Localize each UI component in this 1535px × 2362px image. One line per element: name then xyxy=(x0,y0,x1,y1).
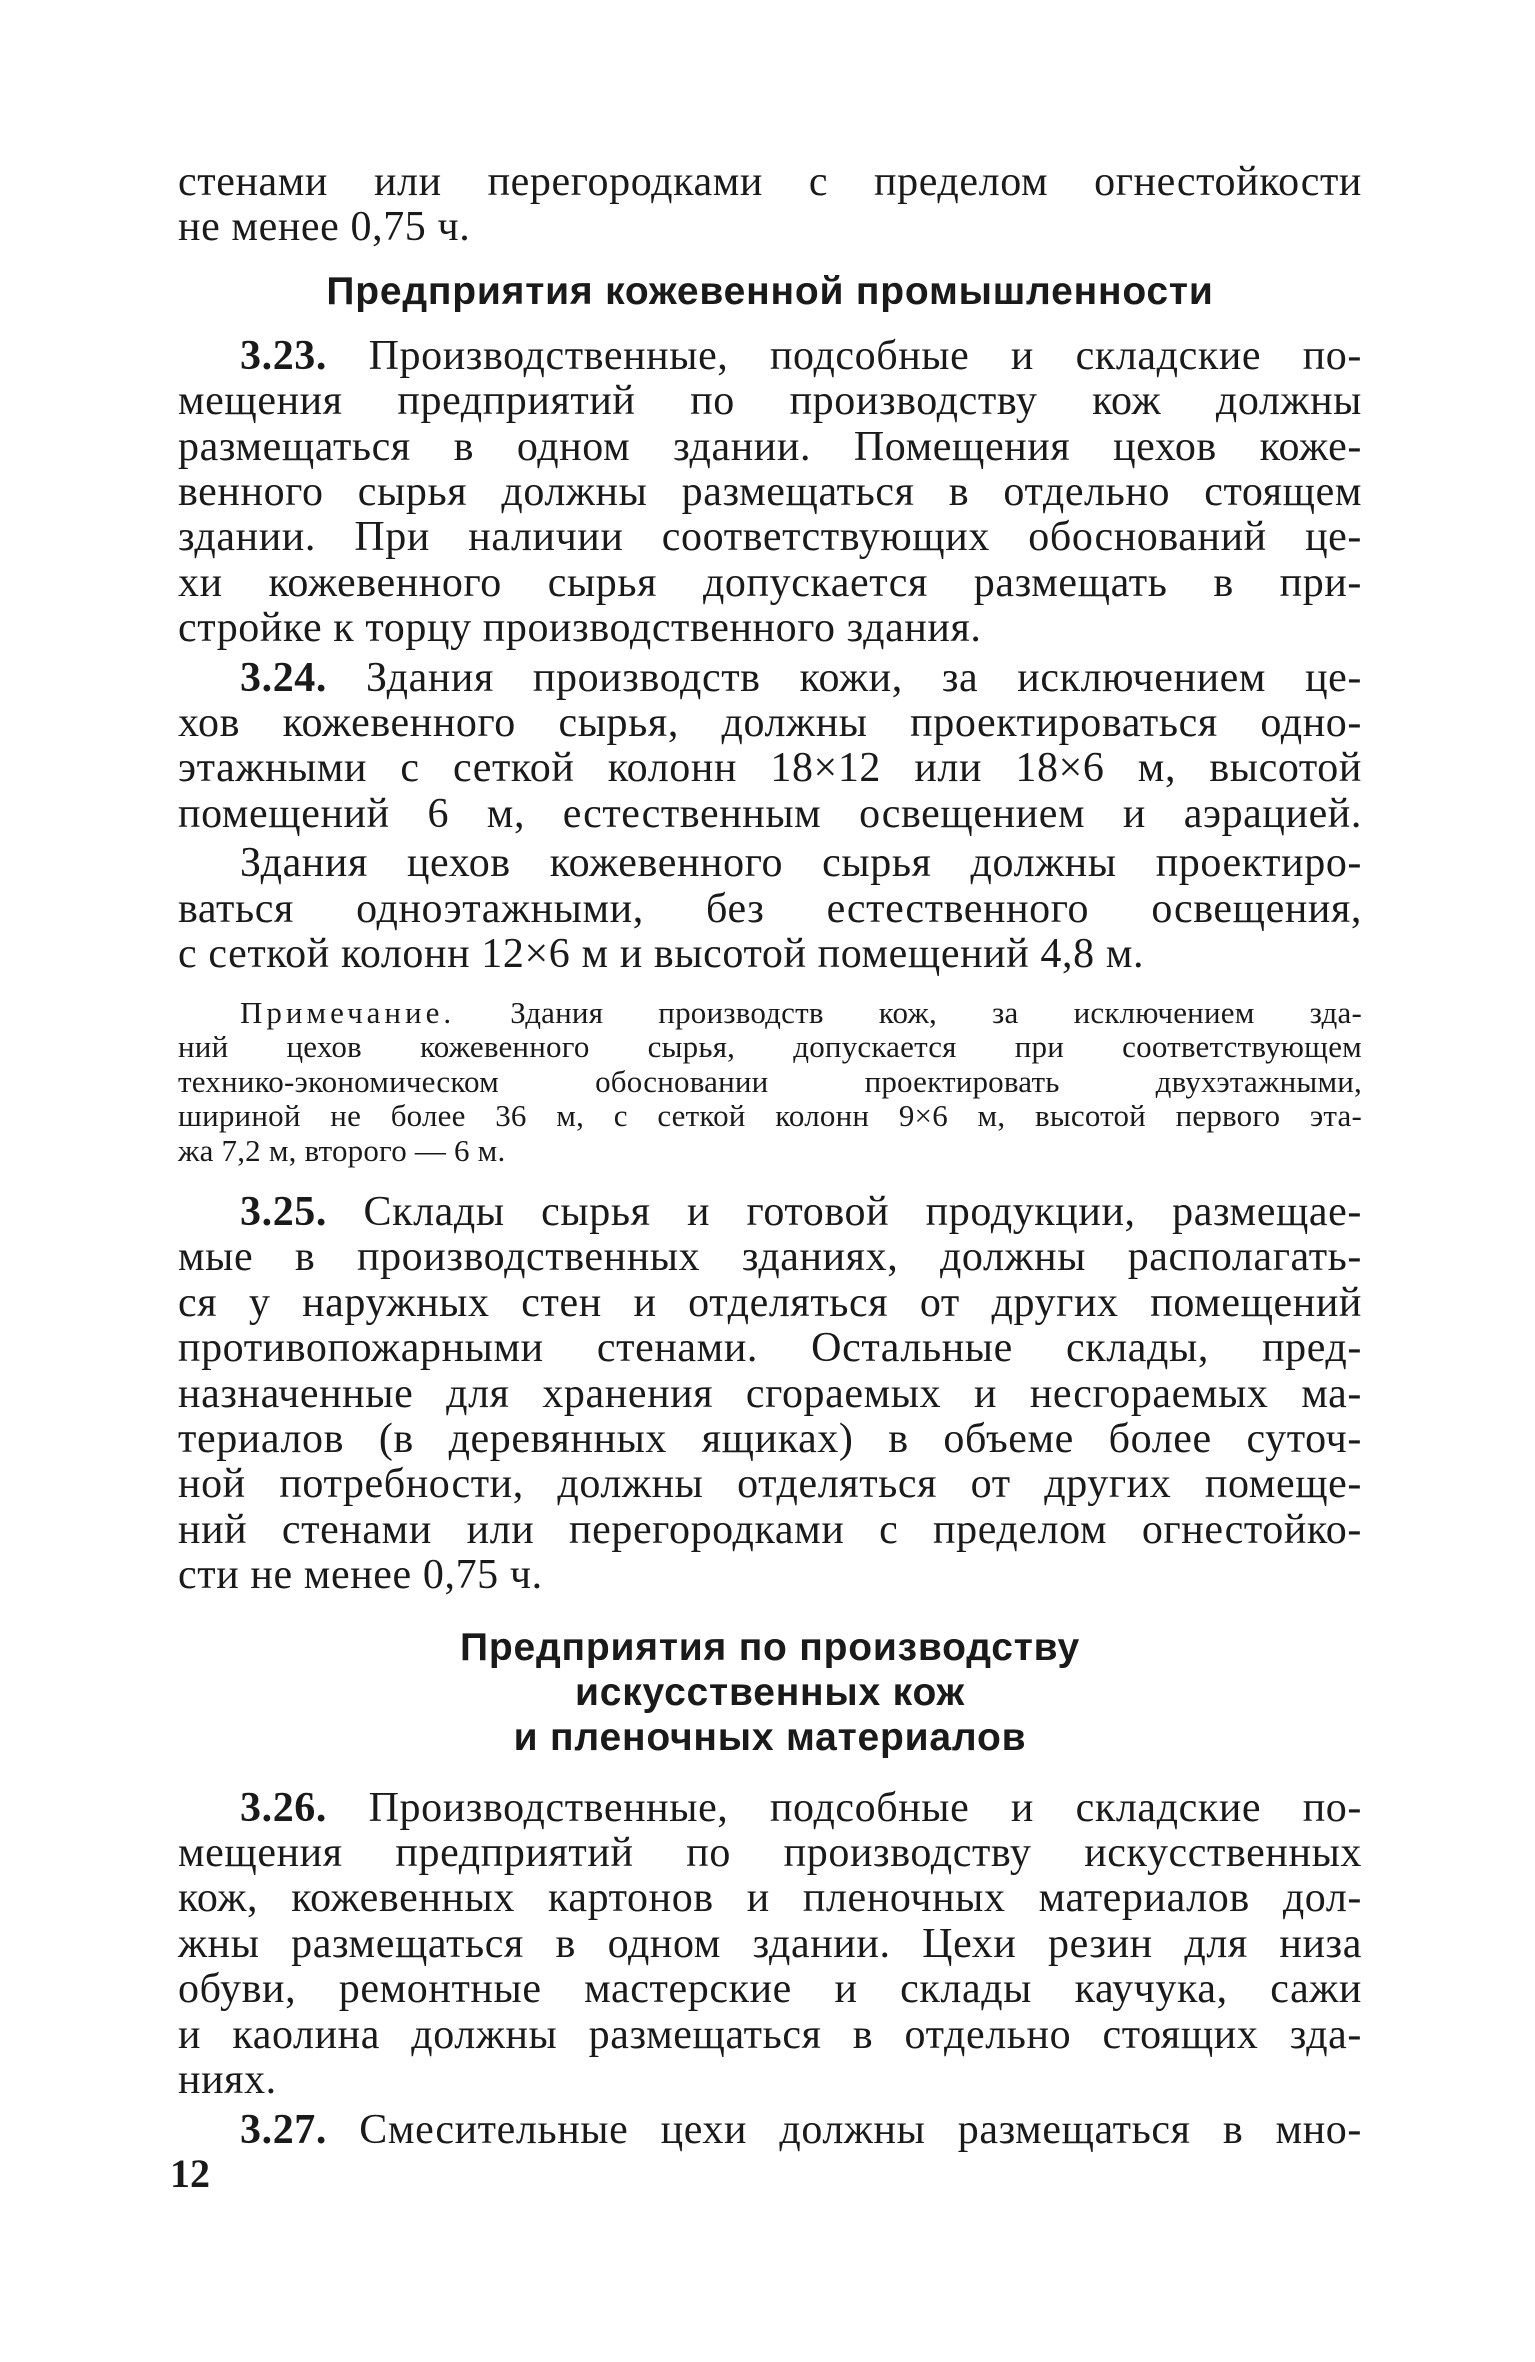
text-line: с сеткой колонн 12×6 м и высотой помещений 4,8 м. xyxy=(178,931,1145,978)
text-line: мещения предприятий по производству искусственных xyxy=(178,1830,1362,1877)
text-line: не менее 0,75 ч. xyxy=(178,204,471,251)
paragraph-3-23 xyxy=(178,334,1362,652)
heading-line: искусственных кож xyxy=(574,1670,966,1714)
text-line: Производственные, подсобные и складские по- xyxy=(327,332,1362,379)
page-number: 12 xyxy=(170,2151,210,2196)
text-line: териалов (в деревянных ящиках) в объеме более суточ- xyxy=(178,1416,1362,1463)
text-line: Склады сырья и готовой продукции, размещае- xyxy=(327,1189,1362,1235)
text-line: мые в производственных зданиях, должны располагать- xyxy=(178,1234,1362,1281)
paragraph-3-24 xyxy=(178,656,1362,838)
text-line: помещений 6 м, естественным освещением и аэрацией. xyxy=(178,790,1362,837)
text-line: хи кожевенного сырья допускается размещать в при- xyxy=(178,559,1362,606)
text-line: ся у наружных стен и отделяться от других помещений xyxy=(178,1279,1362,1326)
text-line: Производственные, подсобные и складские по- xyxy=(327,1784,1362,1831)
section-heading-leather: Предприятия кожевенной промышленности xyxy=(326,269,1214,313)
text-line: Здания цехов кожевенного сырья должны проектиро- xyxy=(240,840,1362,887)
text-line: стройке к торцу производственного здания. xyxy=(178,605,982,652)
text-line: обуви, ремонтные мастерские и склады каучука, сажи xyxy=(178,1966,1362,2013)
paragraph-number: 3.24. xyxy=(240,654,327,701)
text-line: жны размещаться в одном здании. Цехи резин для низа xyxy=(178,1920,1362,1967)
paragraph-3-27 xyxy=(178,2108,1362,2153)
text-line: противопожарными стенами. Остальные склады, пред- xyxy=(178,1325,1362,1372)
paragraph-number: 3.25. xyxy=(240,1189,327,1235)
text-line: и каолина должны размещаться в отдельно стоящих зда- xyxy=(178,2011,1362,2058)
text-line: стенами или перегородками с пределом огнестойкости xyxy=(178,159,1362,205)
text-line: этажными с сеткой колонн 18×12 или 18×6 м, высотой xyxy=(178,745,1362,792)
paragraph-number: 3.26. xyxy=(240,1784,327,1831)
text-line: здании. При наличии соответствующих обоснований це- xyxy=(178,514,1362,561)
text-line: хов кожевенного сырья, должны проектироваться одно- xyxy=(178,700,1362,747)
intro-paragraph xyxy=(178,160,1362,251)
paragraph-3-25 xyxy=(178,1190,1362,1599)
text-line: ной потребности, должны отделяться от других помеще- xyxy=(178,1461,1362,1508)
text-line: Здания производств кож, за исключением зда- xyxy=(455,994,1362,1030)
note-block xyxy=(178,996,1362,1169)
text-line: ваться одноэтажными, без естественного освещения, xyxy=(178,885,1362,932)
section-heading-artificial-leather xyxy=(178,1625,1362,1760)
text-line: кож, кожевенных картонов и пленочных материалов дол- xyxy=(178,1875,1362,1922)
note-label: Примечание. xyxy=(240,994,456,1030)
paragraph-3-26 xyxy=(178,1786,1362,2104)
text-line: ний цехов кожевенного сырья, допускается при соответствующем xyxy=(178,1029,1362,1064)
text-line: Здания производств кожи, за исключением це- xyxy=(327,654,1362,701)
text-line: сти не менее 0,75 ч. xyxy=(178,1552,543,1599)
text-line: жа 7,2 м, второго — 6 м. xyxy=(178,1132,506,1168)
text-line: технико-экономическом обосновании проектировать двухэтажными, xyxy=(178,1063,1362,1099)
heading-line: Предприятия по производству xyxy=(460,1625,1080,1669)
text-line: размещаться в одном здании. Помещения цехов коже- xyxy=(178,423,1362,470)
text-line: ниях. xyxy=(178,2057,277,2104)
text-line: назначенные для хранения сгораемых и несгораемых ма- xyxy=(178,1370,1362,1417)
heading-line: и пленочных материалов xyxy=(513,1715,1027,1759)
paragraph-3-24-continued xyxy=(178,841,1362,977)
text-line: шириной не более 36 м, с сеткой колонн 9×6 м, высотой первого эта- xyxy=(178,1098,1362,1133)
document-page xyxy=(178,160,1362,2153)
text-line: венного сырья должны размещаться в отдельно стоящем xyxy=(178,469,1362,516)
text-line: Смесительные цехи должны размещаться в мно- xyxy=(327,2106,1362,2153)
paragraph-number: 3.27. xyxy=(240,2106,327,2153)
text-line: мещения предприятий по производству кож должны xyxy=(178,378,1362,425)
paragraph-number: 3.23. xyxy=(240,332,327,379)
text-line: ний стенами или перегородками с пределом огнестойко- xyxy=(178,1506,1362,1553)
